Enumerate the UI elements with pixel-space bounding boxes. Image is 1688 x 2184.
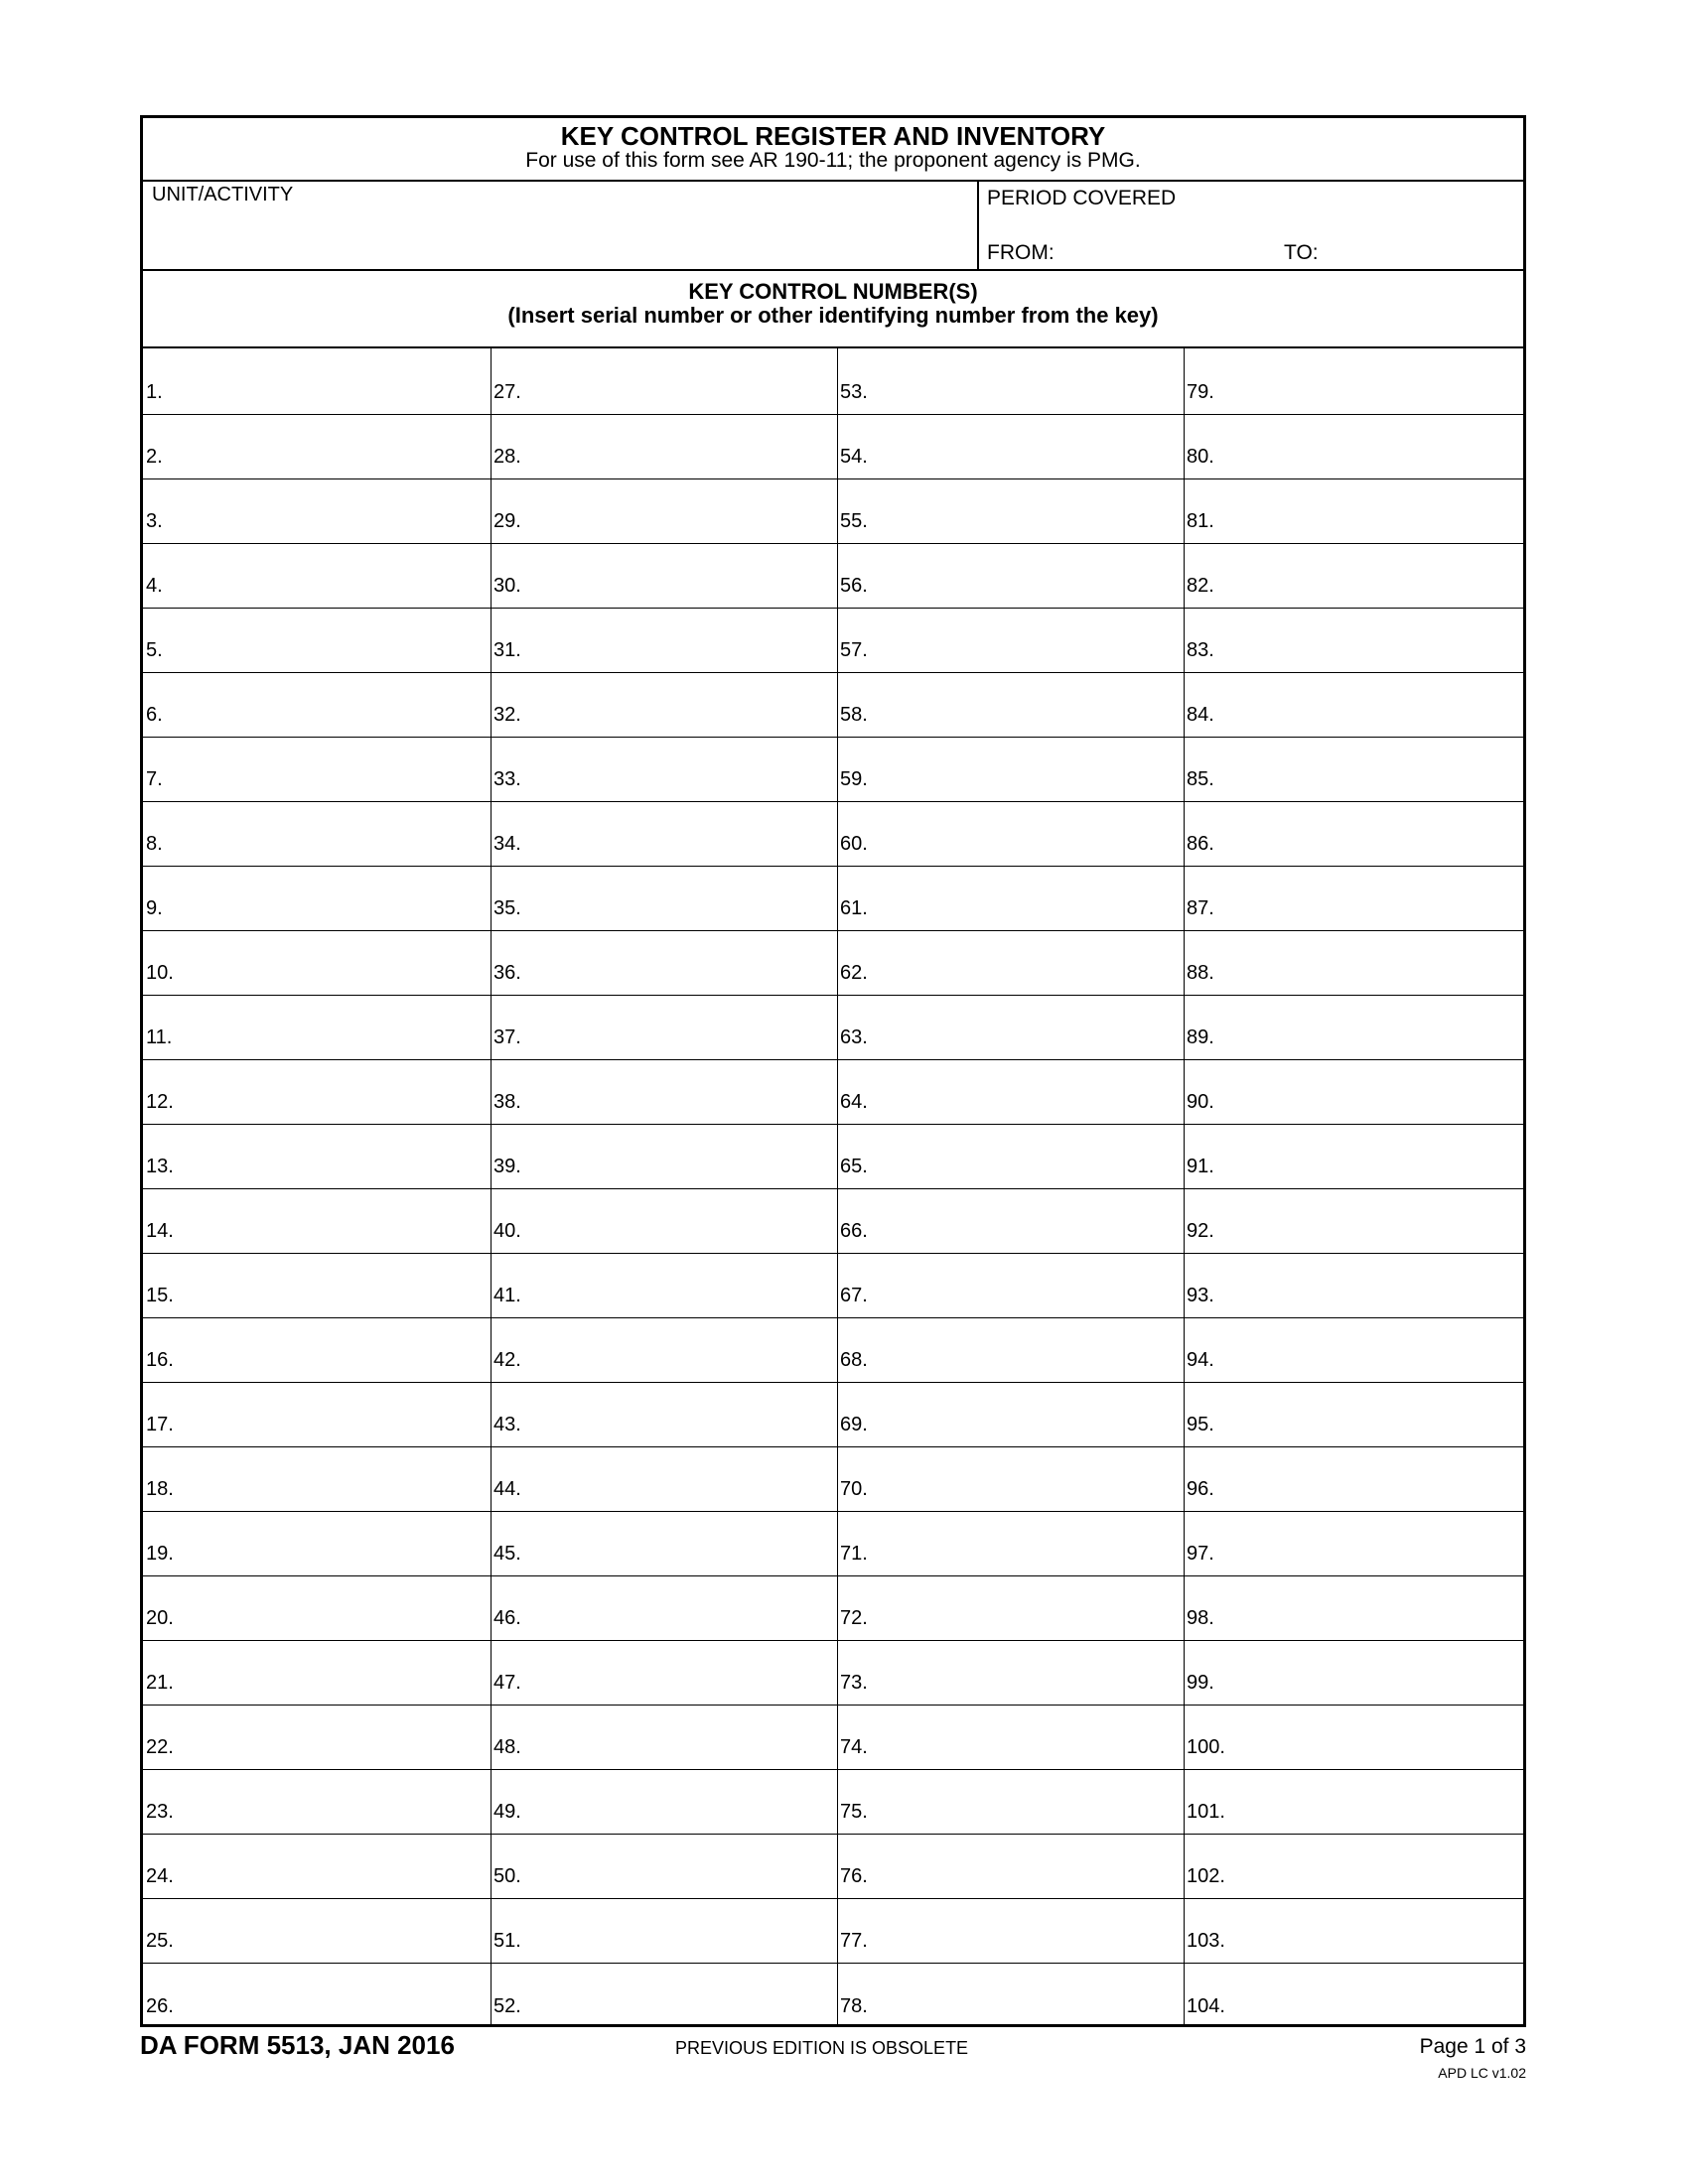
form-identifier: DA FORM 5513, JAN 2016	[140, 2030, 455, 2060]
key-number-label: 45.	[493, 1543, 521, 1565]
page-number: Page 1 of 3	[1419, 2035, 1526, 2058]
key-number-field[interactable]	[491, 609, 837, 673]
key-number-label: 60.	[840, 833, 868, 855]
key-number-field[interactable]	[1184, 415, 1523, 479]
key-number-field[interactable]	[1184, 1254, 1523, 1318]
key-column	[143, 348, 491, 2024]
key-number-field[interactable]	[491, 479, 837, 544]
form-title: KEY CONTROL REGISTER AND INVENTORY	[560, 121, 1106, 151]
key-number-field[interactable]	[143, 479, 491, 544]
key-number-label: 20.	[146, 1607, 174, 1629]
key-number-label: 76.	[840, 1865, 868, 1887]
key-number-field[interactable]	[491, 350, 837, 415]
key-number-label: 64.	[840, 1091, 868, 1113]
key-number-field[interactable]	[491, 1770, 837, 1835]
key-number-field[interactable]	[491, 1125, 837, 1189]
unit-activity-label: UNIT/ACTIVITY	[152, 184, 294, 205]
key-number-label: 37.	[493, 1026, 521, 1048]
key-number-label: 57.	[840, 639, 868, 661]
key-number-field[interactable]	[837, 609, 1184, 673]
key-number-label: 11.	[146, 1026, 173, 1048]
key-number-label: 9.	[146, 897, 163, 919]
key-number-label: 95.	[1187, 1414, 1214, 1435]
key-number-label: 4.	[146, 575, 163, 597]
key-number-field[interactable]	[143, 802, 491, 867]
key-number-label: 70.	[840, 1478, 868, 1500]
key-number-label: 88.	[1187, 962, 1214, 984]
key-number-field[interactable]	[837, 1899, 1184, 1964]
key-number-label: 53.	[840, 381, 868, 403]
key-number-label: 72.	[840, 1607, 868, 1629]
key-number-label: 69.	[840, 1414, 868, 1435]
key-number-field[interactable]	[143, 1383, 491, 1447]
key-number-field[interactable]	[143, 1899, 491, 1964]
key-number-label: 38.	[493, 1091, 521, 1113]
key-number-field[interactable]	[1184, 802, 1523, 867]
key-number-field[interactable]	[837, 1447, 1184, 1512]
key-number-label: 47.	[493, 1672, 521, 1694]
key-number-label: 97.	[1187, 1543, 1214, 1565]
key-number-label: 36.	[493, 962, 521, 984]
key-number-field[interactable]	[1184, 1899, 1523, 1964]
key-number-label: 68.	[840, 1349, 868, 1371]
key-number-label: 10.	[146, 962, 174, 984]
key-number-field[interactable]	[837, 350, 1184, 415]
key-number-label: 89.	[1187, 1026, 1214, 1048]
key-number-label: 40.	[493, 1220, 521, 1242]
key-number-field[interactable]	[143, 544, 491, 609]
key-number-field[interactable]	[491, 1964, 837, 2028]
key-number-label: 99.	[1187, 1672, 1214, 1694]
key-number-label: 13.	[146, 1156, 174, 1177]
key-number-field[interactable]	[143, 1125, 491, 1189]
key-number-label: 46.	[493, 1607, 521, 1629]
key-number-field[interactable]	[1184, 1964, 1523, 2028]
key-number-label: 7.	[146, 768, 163, 790]
key-number-field[interactable]	[491, 738, 837, 802]
key-number-field[interactable]	[491, 867, 837, 931]
key-number-label: 2.	[146, 446, 163, 468]
key-number-field[interactable]	[1184, 1189, 1523, 1254]
key-number-field[interactable]	[837, 1770, 1184, 1835]
key-number-field[interactable]	[837, 1254, 1184, 1318]
key-number-field[interactable]	[1184, 1706, 1523, 1770]
key-number-label: 86.	[1187, 833, 1214, 855]
key-number-field[interactable]	[837, 479, 1184, 544]
key-number-field[interactable]	[143, 350, 491, 415]
key-number-label: 44.	[493, 1478, 521, 1500]
key-number-label: 87.	[1187, 897, 1214, 919]
key-number-label: 50.	[493, 1865, 521, 1887]
key-number-grid	[143, 348, 1523, 2024]
to-label[interactable]: TO:	[1284, 241, 1319, 264]
key-number-field[interactable]	[143, 1318, 491, 1383]
key-column	[837, 348, 1184, 2024]
key-number-label: 5.	[146, 639, 163, 661]
key-number-field[interactable]	[491, 1447, 837, 1512]
key-number-label: 100.	[1187, 1736, 1225, 1758]
key-number-field[interactable]	[1184, 1835, 1523, 1899]
key-number-label: 33.	[493, 768, 521, 790]
key-number-label: 51.	[493, 1930, 521, 1952]
key-number-field[interactable]	[491, 1189, 837, 1254]
key-number-label: 49.	[493, 1801, 521, 1823]
key-number-label: 23.	[146, 1801, 174, 1823]
key-number-field[interactable]	[837, 1060, 1184, 1125]
key-number-field[interactable]	[143, 1060, 491, 1125]
key-number-field[interactable]	[491, 996, 837, 1060]
key-number-label: 61.	[840, 897, 868, 919]
key-number-label: 6.	[146, 704, 163, 726]
key-number-label: 39.	[493, 1156, 521, 1177]
key-number-field[interactable]	[491, 1576, 837, 1641]
key-number-field[interactable]	[491, 1254, 837, 1318]
key-number-field[interactable]	[143, 1576, 491, 1641]
key-number-label: 29.	[493, 510, 521, 532]
key-number-label: 90.	[1187, 1091, 1214, 1113]
key-number-field[interactable]	[143, 1189, 491, 1254]
key-number-field[interactable]	[143, 1835, 491, 1899]
key-number-field[interactable]	[143, 1706, 491, 1770]
key-number-field[interactable]	[1184, 673, 1523, 738]
key-number-field[interactable]	[1184, 1641, 1523, 1706]
key-number-field[interactable]	[491, 1835, 837, 1899]
key-number-label: 71.	[840, 1543, 868, 1565]
key-number-field[interactable]	[143, 867, 491, 931]
key-number-label: 12.	[146, 1091, 174, 1113]
key-number-label: 59.	[840, 768, 868, 790]
key-number-label: 35.	[493, 897, 521, 919]
key-number-field[interactable]	[837, 867, 1184, 931]
key-number-label: 75.	[840, 1801, 868, 1823]
key-number-field[interactable]	[143, 1512, 491, 1576]
key-number-field[interactable]	[837, 544, 1184, 609]
key-number-label: 27.	[493, 381, 521, 403]
key-number-label: 66.	[840, 1220, 868, 1242]
key-number-field[interactable]	[837, 1706, 1184, 1770]
key-number-label: 79.	[1187, 381, 1214, 403]
key-number-label: 103.	[1187, 1930, 1225, 1952]
key-number-field[interactable]	[1184, 1318, 1523, 1383]
key-number-field[interactable]	[1184, 867, 1523, 931]
key-number-label: 102.	[1187, 1865, 1225, 1887]
key-numbers-instructions: (Insert serial number or other identifying number from the key)	[507, 303, 1159, 328]
key-number-label: 63.	[840, 1026, 868, 1048]
key-number-field[interactable]	[1184, 931, 1523, 996]
version-label: APD LC v1.02	[1438, 2065, 1526, 2081]
period-covered-field	[979, 182, 1523, 269]
key-number-field[interactable]	[1184, 479, 1523, 544]
key-number-label: 15.	[146, 1285, 174, 1306]
key-number-label: 78.	[840, 1995, 868, 2017]
key-number-field[interactable]	[143, 415, 491, 479]
key-number-field[interactable]	[491, 931, 837, 996]
key-number-label: 14.	[146, 1220, 174, 1242]
key-number-field[interactable]	[837, 1318, 1184, 1383]
key-number-label: 42.	[493, 1349, 521, 1371]
key-number-field[interactable]	[491, 1899, 837, 1964]
key-number-label: 98.	[1187, 1607, 1214, 1629]
key-number-field[interactable]	[1184, 1060, 1523, 1125]
key-number-label: 54.	[840, 446, 868, 468]
key-number-field[interactable]	[1184, 996, 1523, 1060]
key-number-label: 52.	[493, 1995, 521, 2017]
key-number-field[interactable]	[143, 931, 491, 996]
key-number-label: 80.	[1187, 446, 1214, 468]
key-number-label: 96.	[1187, 1478, 1214, 1500]
key-number-label: 22.	[146, 1736, 174, 1758]
key-number-field[interactable]	[837, 931, 1184, 996]
key-number-label: 32.	[493, 704, 521, 726]
key-number-label: 91.	[1187, 1156, 1214, 1177]
key-number-label: 85.	[1187, 768, 1214, 790]
key-number-label: 55.	[840, 510, 868, 532]
key-number-field[interactable]	[837, 1576, 1184, 1641]
key-number-label: 34.	[493, 833, 521, 855]
key-column	[1184, 348, 1523, 2024]
key-number-label: 82.	[1187, 575, 1214, 597]
key-number-field[interactable]	[837, 415, 1184, 479]
key-number-field[interactable]	[491, 1060, 837, 1125]
key-column	[491, 348, 837, 2024]
key-number-label: 30.	[493, 575, 521, 597]
key-number-label: 73.	[840, 1672, 868, 1694]
key-number-label: 21.	[146, 1672, 174, 1694]
key-number-field[interactable]	[1184, 544, 1523, 609]
key-number-field[interactable]	[143, 996, 491, 1060]
key-number-label: 48.	[493, 1736, 521, 1758]
key-numbers-header	[143, 271, 1523, 348]
key-number-field[interactable]	[837, 673, 1184, 738]
key-control-form	[140, 115, 1526, 2027]
period-covered-label: PERIOD COVERED	[987, 187, 1177, 209]
key-number-field[interactable]	[143, 1254, 491, 1318]
key-number-field[interactable]	[1184, 738, 1523, 802]
key-number-label: 17.	[146, 1414, 174, 1435]
key-number-field[interactable]	[1184, 1512, 1523, 1576]
key-number-label: 41.	[493, 1285, 521, 1306]
key-number-label: 74.	[840, 1736, 868, 1758]
column-divider	[837, 348, 838, 2024]
key-number-field[interactable]	[837, 1512, 1184, 1576]
key-number-label: 3.	[146, 510, 163, 532]
key-number-field[interactable]	[491, 1318, 837, 1383]
key-number-label: 56.	[840, 575, 868, 597]
key-number-label: 92.	[1187, 1220, 1214, 1242]
key-number-label: 65.	[840, 1156, 868, 1177]
obsolete-notice: PREVIOUS EDITION IS OBSOLETE	[675, 2038, 969, 2058]
key-number-field[interactable]	[143, 1641, 491, 1706]
key-number-field[interactable]	[491, 1641, 837, 1706]
key-number-field[interactable]	[491, 1512, 837, 1576]
key-number-field[interactable]	[491, 1383, 837, 1447]
key-number-label: 26.	[146, 1995, 174, 2017]
key-number-label: 93.	[1187, 1285, 1214, 1306]
key-number-field[interactable]	[837, 1383, 1184, 1447]
key-number-field[interactable]	[837, 996, 1184, 1060]
key-number-field[interactable]	[491, 673, 837, 738]
key-number-field[interactable]	[143, 1447, 491, 1512]
key-number-label: 81.	[1187, 510, 1214, 532]
key-number-label: 104.	[1187, 1995, 1225, 2017]
key-number-label: 67.	[840, 1285, 868, 1306]
key-number-label: 8.	[146, 833, 163, 855]
key-number-label: 28.	[493, 446, 521, 468]
key-number-label: 62.	[840, 962, 868, 984]
key-number-label: 84.	[1187, 704, 1214, 726]
key-number-field[interactable]	[1184, 350, 1523, 415]
key-number-field[interactable]	[491, 802, 837, 867]
key-number-field[interactable]	[1184, 1383, 1523, 1447]
key-number-label: 25.	[146, 1930, 174, 1952]
key-number-field[interactable]	[491, 544, 837, 609]
key-number-label: 83.	[1187, 639, 1214, 661]
key-number-field[interactable]	[837, 1125, 1184, 1189]
key-number-label: 1.	[146, 381, 163, 403]
key-number-field[interactable]	[837, 1964, 1184, 2028]
key-number-label: 18.	[146, 1478, 174, 1500]
key-number-label: 58.	[840, 704, 868, 726]
key-number-field[interactable]	[1184, 1447, 1523, 1512]
key-number-label: 31.	[493, 639, 521, 661]
key-number-field[interactable]	[1184, 1576, 1523, 1641]
key-number-field[interactable]	[837, 1835, 1184, 1899]
form-header	[143, 118, 1523, 182]
key-number-field[interactable]	[1184, 609, 1523, 673]
column-divider	[491, 348, 492, 2024]
key-number-label: 19.	[146, 1543, 174, 1565]
key-number-field[interactable]	[1184, 1125, 1523, 1189]
from-label[interactable]: FROM:	[987, 241, 1055, 264]
key-number-label: 101.	[1187, 1801, 1225, 1823]
key-number-field[interactable]	[143, 738, 491, 802]
key-numbers-title: KEY CONTROL NUMBER(S)	[688, 279, 978, 304]
key-number-field[interactable]	[143, 1770, 491, 1835]
key-number-field[interactable]	[143, 673, 491, 738]
key-number-label: 16.	[146, 1349, 174, 1371]
key-number-label: 94.	[1187, 1349, 1214, 1371]
key-number-label: 77.	[840, 1930, 868, 1952]
key-number-field[interactable]	[143, 609, 491, 673]
form-subtitle: For use of this form see AR 190-11; the proponent agency is PMG.	[525, 149, 1141, 172]
key-number-field[interactable]	[491, 415, 837, 479]
key-number-field[interactable]	[1184, 1770, 1523, 1835]
key-number-label: 43.	[493, 1414, 521, 1435]
key-number-field[interactable]	[837, 738, 1184, 802]
key-number-field[interactable]	[837, 1189, 1184, 1254]
key-number-field[interactable]	[491, 1706, 837, 1770]
unit-period-row	[143, 182, 1523, 271]
key-number-label: 24.	[146, 1865, 174, 1887]
key-number-field[interactable]	[837, 1641, 1184, 1706]
key-number-field[interactable]	[837, 802, 1184, 867]
key-number-field[interactable]	[143, 1964, 491, 2028]
column-divider	[1184, 348, 1185, 2024]
unit-activity-field[interactable]	[143, 182, 979, 269]
